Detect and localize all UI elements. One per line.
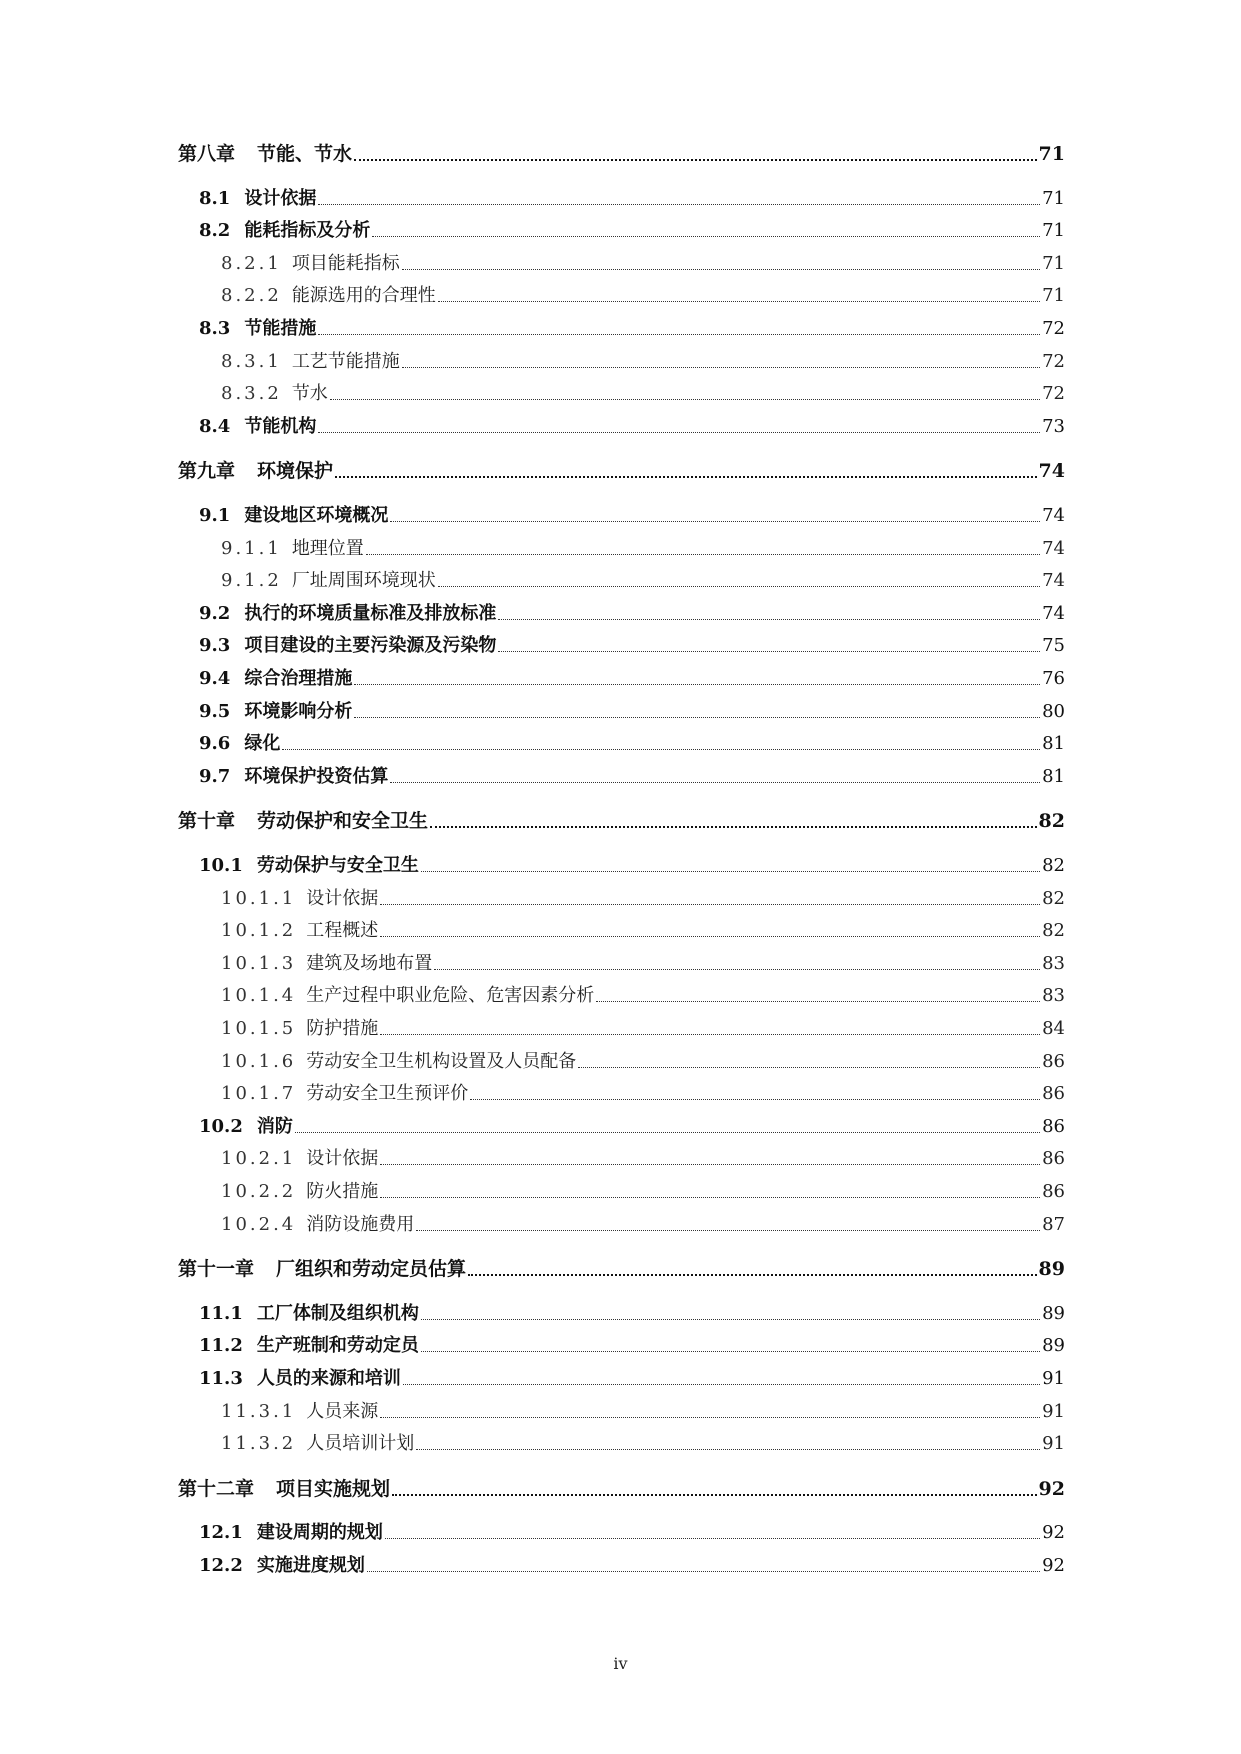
toc-subsection-entry[interactable] (221, 535, 1065, 563)
toc-dot-leader (318, 315, 1040, 343)
toc-subsection-entry[interactable] (221, 1178, 1065, 1206)
toc-entry-title: 节能机构 (244, 415, 317, 437)
toc-dot-leader (354, 665, 1040, 693)
toc-subsection-entry[interactable] (221, 1211, 1065, 1239)
toc-entry-page: 74 (1042, 537, 1065, 559)
toc-entry-title: 设计依据 (306, 1148, 379, 1170)
toc-entry-number: 9.3 (199, 635, 231, 657)
toc-dot-leader (596, 982, 1040, 1010)
toc-entry-title: 防护措施 (306, 1018, 379, 1039)
toc-section-entry[interactable] (199, 1365, 1065, 1393)
toc-entry-number: 10.1.7 (221, 1083, 297, 1105)
toc-dot-leader (578, 1048, 1040, 1076)
toc-entry-page: 91 (1042, 1400, 1065, 1422)
toc-entry-title: 地理位置 (291, 537, 364, 559)
toc-entry-page: 82 (1042, 855, 1065, 876)
toc-entry-page: 75 (1042, 635, 1065, 657)
toc-entry-title: 设计依据 (244, 187, 317, 209)
toc-entry-title: 消防设施费用 (306, 1213, 415, 1235)
toc-dot-leader (366, 535, 1040, 563)
toc-entry-number: 12.1 (199, 1522, 243, 1544)
toc-dot-leader (434, 950, 1040, 978)
toc-entry-number: 第十章 (178, 810, 236, 833)
toc-dot-leader (372, 217, 1040, 245)
toc-dot-leader (318, 185, 1040, 213)
toc-dot-leader (385, 1519, 1040, 1547)
toc-chapter-entry[interactable] (178, 1475, 1065, 1503)
toc-dot-leader (498, 600, 1040, 628)
toc-dot-leader (421, 1332, 1040, 1360)
toc-entry-title: 节水 (291, 383, 328, 405)
toc-dot-leader (403, 1365, 1040, 1393)
toc-dot-leader (468, 1255, 1037, 1283)
toc-entry-number: 10.2.1 (221, 1148, 297, 1170)
toc-entry-number: 10.1.5 (221, 1018, 297, 1039)
toc-entry-title: 项目实施规划 (276, 1477, 391, 1500)
toc-entry-page: 83 (1042, 952, 1065, 974)
toc-entry-number: 8.3.2 (221, 383, 282, 405)
toc-section-entry[interactable] (199, 502, 1065, 530)
toc-section-entry[interactable] (199, 1519, 1065, 1547)
toc-entry-number: 8.1 (199, 187, 231, 209)
toc-entry-page: 92 (1038, 1477, 1065, 1500)
toc-entry-number: 第九章 (178, 460, 236, 483)
toc-subsection-entry[interactable] (221, 1048, 1065, 1076)
toc-subsection-entry[interactable] (221, 1430, 1065, 1458)
toc-entry-title: 环境保护投资估算 (244, 765, 389, 787)
toc-entry-number: 10.1.3 (221, 952, 297, 974)
toc-entry-number: 11.2 (199, 1335, 243, 1357)
toc-subsection-entry[interactable] (221, 250, 1065, 278)
toc-entry-number: 9.1 (199, 505, 231, 526)
toc-entry-number: 9.1.2 (221, 570, 282, 592)
toc-subsection-entry[interactable] (221, 348, 1065, 376)
toc-entry-number: 10.1.1 (221, 887, 297, 909)
toc-entry-title: 工厂体制及组织机构 (256, 1302, 419, 1324)
toc-entry-page: 71 (1042, 220, 1065, 242)
toc-entry-page: 72 (1042, 318, 1065, 339)
toc-entry-title: 工程概述 (306, 920, 379, 942)
toc-section-entry[interactable] (199, 1300, 1065, 1328)
toc-subsection-entry[interactable] (221, 950, 1065, 978)
toc-entry-page: 89 (1042, 1335, 1065, 1357)
toc-entry-page: 80 (1042, 700, 1065, 722)
toc-dot-leader (416, 1430, 1040, 1458)
toc-entry-number: 8.3 (199, 318, 231, 339)
toc-section-entry[interactable] (199, 665, 1065, 693)
toc-dot-leader (380, 917, 1040, 945)
toc-entry-number: 9.5 (199, 700, 231, 722)
toc-entry-page: 82 (1042, 887, 1065, 909)
toc-dot-leader (330, 380, 1040, 408)
toc-entry-number: 10.1.2 (221, 920, 297, 942)
toc-entry-title: 建筑及场地布置 (306, 952, 433, 974)
toc-subsection-entry[interactable] (221, 1398, 1065, 1426)
toc-entry-number: 12.2 (199, 1555, 243, 1576)
toc-entry-title: 人员培训计划 (306, 1433, 415, 1455)
toc-entry-number: 11.3.1 (221, 1400, 297, 1422)
toc-entry-page: 89 (1038, 1258, 1065, 1281)
toc-entry-page: 72 (1042, 350, 1065, 372)
toc-subsection-entry[interactable] (221, 1015, 1065, 1043)
toc-entry-page: 91 (1042, 1368, 1065, 1389)
toc-entry-page: 74 (1038, 460, 1065, 483)
toc-entry-page: 92 (1042, 1555, 1065, 1576)
toc-section-entry[interactable] (199, 1113, 1065, 1141)
toc-entry-number: 11.1 (199, 1302, 243, 1324)
toc-entry-page: 71 (1038, 143, 1065, 165)
toc-entry-page: 86 (1042, 1115, 1065, 1137)
toc-entry-number: 9.2 (199, 602, 231, 624)
toc-dot-leader (380, 1398, 1040, 1426)
toc-subsection-entry[interactable] (221, 567, 1065, 595)
toc-entry-page: 86 (1042, 1181, 1065, 1202)
toc-entry-number: 第十一章 (178, 1258, 255, 1281)
toc-chapter-entry[interactable] (178, 807, 1065, 835)
toc-dot-leader (390, 502, 1040, 530)
toc-entry-number: 10.2.2 (221, 1181, 297, 1202)
toc-entry-page: 71 (1042, 252, 1065, 274)
toc-entry-page: 84 (1042, 1018, 1065, 1039)
toc-dot-leader (282, 730, 1040, 758)
toc-entry-page: 86 (1042, 1083, 1065, 1105)
toc-entry-number: 9.6 (199, 733, 231, 755)
toc-entry-title: 消防 (256, 1115, 293, 1137)
toc-entry-page: 87 (1042, 1213, 1065, 1235)
toc-dot-leader (470, 1080, 1040, 1108)
toc-chapter-entry[interactable] (178, 140, 1065, 168)
toc-dot-leader (392, 1475, 1037, 1503)
toc-dot-leader (438, 567, 1040, 595)
toc-entry-title: 劳动保护与安全卫生 (256, 855, 419, 876)
toc-entry-number: 9.4 (199, 668, 231, 689)
toc-entry-title: 工艺节能措施 (291, 350, 400, 372)
toc-entry-page: 82 (1042, 920, 1065, 942)
toc-entry-page: 89 (1042, 1302, 1065, 1324)
toc-entry-number: 8.4 (199, 415, 231, 437)
toc-section-entry[interactable] (199, 1332, 1065, 1360)
toc-entry-title: 人员的来源和培训 (256, 1368, 401, 1389)
toc-entry-title: 能耗指标及分析 (244, 220, 371, 242)
toc-entry-number: 10.2 (199, 1115, 243, 1137)
toc-section-entry[interactable] (199, 185, 1065, 213)
toc-dot-leader (421, 1300, 1040, 1328)
toc-dot-leader (380, 1015, 1040, 1043)
toc-section-entry[interactable] (199, 600, 1065, 628)
toc-section-entry[interactable] (199, 1552, 1065, 1580)
toc-dot-leader (498, 632, 1040, 660)
toc-dot-leader (430, 807, 1037, 835)
toc-entry-title: 生产班制和劳动定员 (256, 1335, 419, 1357)
toc-entry-page: 74 (1042, 602, 1065, 624)
toc-entry-number: 8.2.1 (221, 252, 282, 274)
toc-entry-page: 91 (1042, 1433, 1065, 1455)
toc-dot-leader (438, 282, 1040, 310)
toc-entry-title: 执行的环境质量标准及排放标准 (244, 602, 497, 624)
toc-subsection-entry[interactable] (221, 1080, 1065, 1108)
toc-dot-leader (380, 885, 1040, 913)
toc-entry-page: 74 (1042, 570, 1065, 592)
toc-dot-leader (390, 763, 1040, 791)
toc-subsection-entry[interactable] (221, 917, 1065, 945)
toc-entry-title: 防火措施 (306, 1181, 379, 1202)
toc-entry-page: 74 (1042, 505, 1065, 526)
toc-dot-leader (354, 140, 1037, 168)
toc-section-entry[interactable] (199, 730, 1065, 758)
toc-section-entry[interactable] (199, 315, 1065, 343)
toc-section-entry[interactable] (199, 852, 1065, 880)
toc-entry-number: 11.3 (199, 1368, 243, 1389)
toc-entry-page: 71 (1042, 285, 1065, 307)
toc-entry-number: 第十二章 (178, 1477, 255, 1500)
toc-entry-title: 实施进度规划 (256, 1555, 365, 1576)
toc-dot-leader (295, 1113, 1040, 1141)
toc-entry-number: 10.1 (199, 855, 243, 876)
toc-chapter-entry[interactable] (178, 457, 1065, 485)
toc-dot-leader (318, 413, 1040, 441)
toc-entry-page: 73 (1042, 415, 1065, 437)
toc-entry-title: 设计依据 (306, 887, 379, 909)
toc-entry-title: 节能措施 (244, 318, 317, 339)
toc-dot-leader (416, 1211, 1040, 1239)
toc-section-entry[interactable] (199, 217, 1065, 245)
toc-entry-title: 厂址周围环境现状 (291, 570, 436, 592)
toc-entry-page: 81 (1042, 765, 1065, 787)
toc-entry-number: 10.2.4 (221, 1213, 297, 1235)
toc-entry-page: 76 (1042, 668, 1065, 689)
toc-dot-leader (402, 348, 1040, 376)
toc-subsection-entry[interactable] (221, 982, 1065, 1010)
toc-dot-leader (367, 1552, 1040, 1580)
toc-subsection-entry[interactable] (221, 282, 1065, 310)
toc-entry-page: 72 (1042, 383, 1065, 405)
toc-entry-title: 厂组织和劳动定员估算 (276, 1258, 467, 1281)
toc-entry-title: 人员来源 (306, 1400, 379, 1422)
toc-entry-title: 环境影响分析 (244, 700, 353, 722)
toc-chapter-entry[interactable] (178, 1255, 1065, 1283)
toc-section-entry[interactable] (199, 632, 1065, 660)
toc-entry-number: 8.3.1 (221, 350, 282, 372)
toc-dot-leader (421, 852, 1040, 880)
toc-entry-title: 节能、节水 (257, 143, 353, 165)
toc-entry-title: 劳动保护和安全卫生 (257, 810, 429, 833)
toc-entry-number: 8.2.2 (221, 285, 282, 307)
toc-entry-page: 86 (1042, 1148, 1065, 1170)
toc-dot-leader (354, 698, 1040, 726)
toc-entry-number: 10.1.6 (221, 1050, 297, 1072)
toc-entry-title: 项目建设的主要污染源及污染物 (244, 635, 497, 657)
toc-entry-number: 9.1.1 (221, 537, 282, 559)
toc-entry-number: 9.7 (199, 765, 231, 787)
toc-section-entry[interactable] (199, 413, 1065, 441)
toc-entry-page: 83 (1042, 985, 1065, 1007)
toc-dot-leader (402, 250, 1040, 278)
toc-entry-title: 劳动安全卫生机构设置及人员配备 (306, 1050, 577, 1072)
toc-entry-number: 10.1.4 (221, 985, 297, 1007)
toc-entry-number: 8.2 (199, 220, 231, 242)
toc-dot-leader (380, 1145, 1040, 1173)
toc-entry-page: 81 (1042, 733, 1065, 755)
toc-entry-page: 82 (1038, 810, 1065, 833)
toc-entry-title: 生产过程中职业危险、危害因素分析 (306, 985, 595, 1007)
toc-entry-title: 劳动安全卫生预评价 (306, 1083, 469, 1105)
toc-entry-title: 建设地区环境概况 (244, 505, 389, 526)
toc-entry-title: 绿化 (244, 733, 281, 755)
toc-subsection-entry[interactable] (221, 380, 1065, 408)
toc-subsection-entry[interactable] (221, 885, 1065, 913)
toc-entry-number: 第八章 (178, 143, 236, 165)
toc-subsection-entry[interactable] (221, 1145, 1065, 1173)
toc-entry-title: 建设周期的规划 (256, 1522, 383, 1544)
toc-entry-title: 项目能耗指标 (291, 252, 400, 274)
toc-entry-page: 86 (1042, 1050, 1065, 1072)
toc-entry-title: 能源选用的合理性 (291, 285, 436, 307)
toc-entry-number: 11.3.2 (221, 1433, 297, 1455)
toc-dot-leader (335, 457, 1037, 485)
toc-dot-leader (380, 1178, 1040, 1206)
toc-entry-page: 92 (1042, 1522, 1065, 1544)
toc-section-entry[interactable] (199, 763, 1065, 791)
toc-entry-title: 环境保护 (257, 460, 334, 483)
page-number: iv (613, 1654, 628, 1673)
toc-entry-page: 71 (1042, 187, 1065, 209)
toc-entry-title: 综合治理措施 (244, 668, 353, 689)
toc-section-entry[interactable] (199, 698, 1065, 726)
